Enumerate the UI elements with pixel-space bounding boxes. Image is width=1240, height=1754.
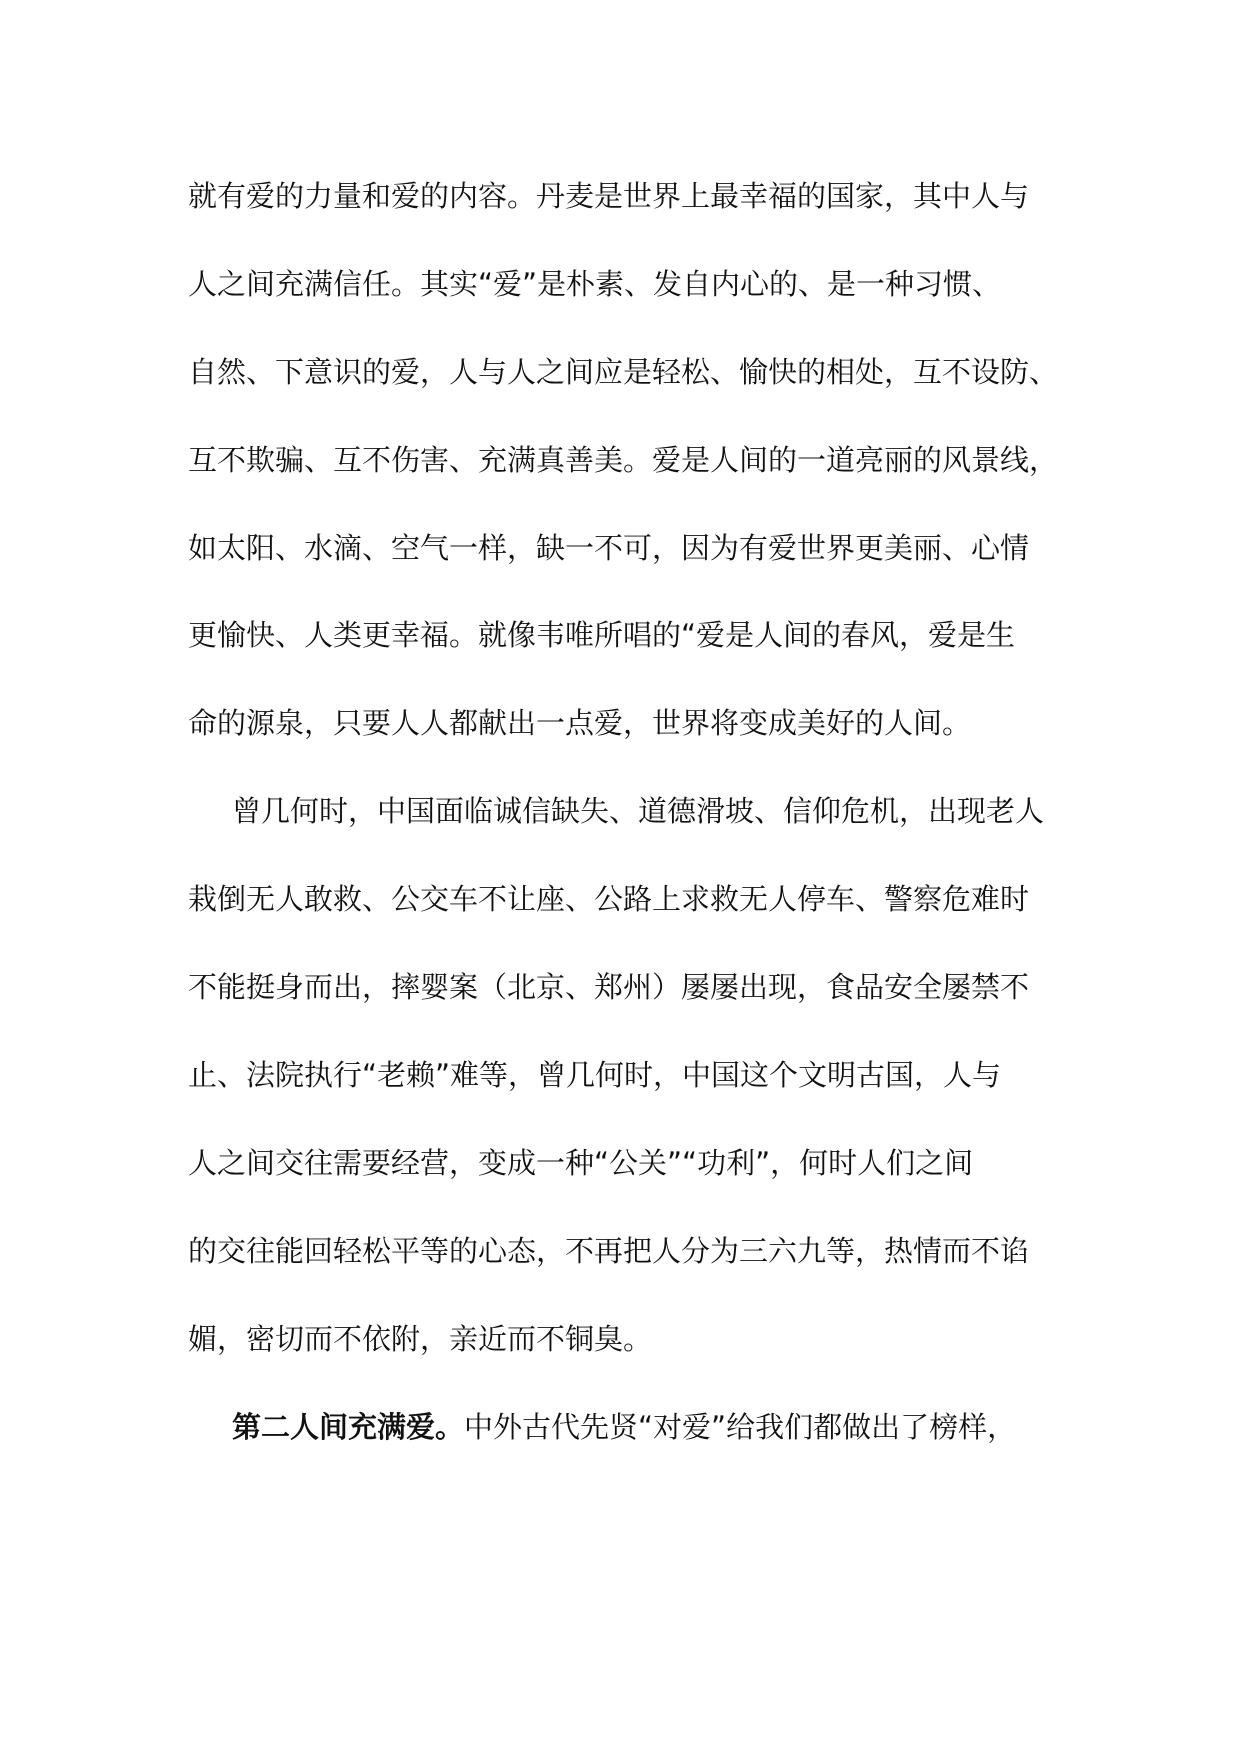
text-line: 不能挺身而出，摔婴案（北京、郑州）屡屡出现，食品安全屡禁不	[188, 970, 1030, 1004]
text-line: 自然、下意识的爱，人与人之间应是轻松、愉快的相处，互不设防、	[188, 355, 1059, 389]
text-line: 如太阳、水滴、空气一样，缺一不可，因为有爱世界更美丽、心情	[188, 531, 1030, 565]
text-line: 就有爱的力量和爱的内容。丹麦是世界上最幸福的国家，其中人与	[188, 179, 1030, 213]
text-line: 更愉快、人类更幸福。就像韦唯所唱的“爱是人间的春风，爱是生	[188, 618, 1016, 652]
text-line: 止、法院执行“老赖”难等，曾几何时，中国这个文明古国，人与	[188, 1058, 1002, 1092]
paragraph-first-line: 曾几何时，中国面临诚信缺失、道德滑坡、信仰危机，出现老人	[232, 794, 1045, 828]
text-line: 命的源泉，只要人人都献出一点爱，世界将变成美好的人间。	[188, 706, 972, 740]
text-line: 人之间充满信任。其实“爱”是朴素、发自内心的、是一种习惯、	[188, 267, 1002, 301]
section-paragraph	[232, 1407, 1132, 1447]
section-text: 中外古代先贤“对爱”给我们都做出了榜样，	[464, 1410, 1017, 1444]
text-line: 互不欺骗、互不伤害、充满真善美。爱是人间的一道亮丽的风景线，	[188, 443, 1059, 477]
text-line: 的交往能回轻松平等的心态，不再把人分为三六九等，热情而不谄	[188, 1234, 1030, 1268]
text-line: 栽倒无人敢救、公交车不让座、公路上求救无人停车、警察危难时	[188, 882, 1030, 916]
text-line: 媚，密切而不依附，亲近而不铜臭。	[188, 1322, 653, 1356]
text-line: 人之间交往需要经营，变成一种“公关”“功利”，何时人们之间	[188, 1146, 974, 1180]
section-heading: 第二人间充满爱。	[232, 1410, 465, 1444]
